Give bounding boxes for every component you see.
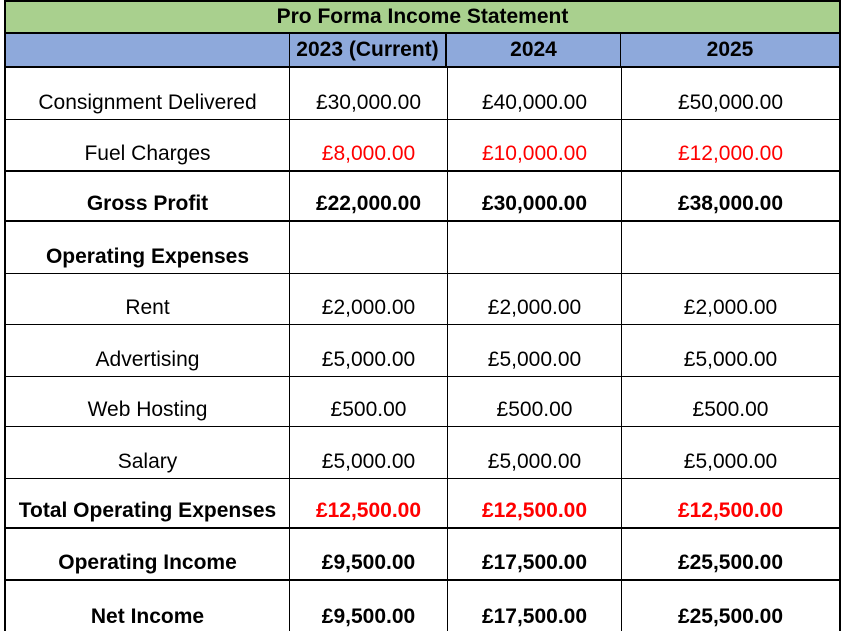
row-label[interactable]: Advertising	[95, 348, 200, 371]
row-gross-profit	[6, 172, 839, 222]
column-header-2024[interactable]: 2024	[447, 34, 621, 66]
cell-2024[interactable]: £5,000.00	[447, 427, 621, 478]
cell-2023[interactable]: £12,500.00	[289, 479, 447, 527]
header-row	[6, 34, 839, 68]
cell-2024[interactable]	[447, 222, 621, 273]
cell-2025[interactable]: £2,000.00	[621, 274, 839, 324]
row-consignment-delivered	[6, 68, 839, 120]
cell-2024[interactable]: £12,500.00	[447, 479, 621, 527]
row-label[interactable]: Consignment Delivered	[38, 91, 257, 114]
cell-2025[interactable]: £12,500.00	[621, 479, 839, 527]
cell-2025[interactable]: £50,000.00	[621, 68, 839, 119]
cell-2023[interactable]: £5,000.00	[289, 325, 447, 376]
cell-2023[interactable]: £30,000.00	[289, 68, 447, 119]
row-fuel-charges	[6, 120, 839, 172]
cell-2025[interactable]: £500.00	[621, 377, 839, 426]
cell-2024[interactable]: £30,000.00	[447, 172, 621, 220]
row-total-operating-expenses	[6, 479, 839, 529]
table-title: Pro Forma Income Statement	[6, 0, 839, 34]
cell-2023[interactable]: £5,000.00	[289, 427, 447, 478]
row-label[interactable]: Web Hosting	[87, 398, 208, 421]
row-web-hosting	[6, 377, 839, 427]
column-header-2025[interactable]: 2025	[706, 38, 754, 61]
cell-2023[interactable]: £2,000.00	[289, 274, 447, 324]
cell-2023[interactable]: £22,000.00	[289, 172, 447, 220]
row-operating-income	[6, 529, 839, 581]
cell-2025[interactable]: £25,500.00	[621, 529, 839, 579]
cell-2023[interactable]: £500.00	[289, 377, 447, 426]
row-label[interactable]: Salary	[117, 450, 178, 473]
row-operating-expenses-header	[6, 222, 839, 274]
row-label[interactable]: Rent	[125, 296, 170, 319]
row-label[interactable]: Net Income	[90, 605, 205, 628]
cell-2025[interactable]: £5,000.00	[621, 427, 839, 478]
cell-2023[interactable]: £8,000.00	[289, 120, 447, 170]
cell-2024[interactable]: £500.00	[447, 377, 621, 426]
cell-2025[interactable]: £38,000.00	[621, 172, 839, 220]
row-label[interactable]: Total Operating Expenses	[18, 499, 277, 522]
cell-2024[interactable]: £5,000.00	[447, 325, 621, 376]
cell-2024[interactable]: £40,000.00	[447, 68, 621, 119]
row-net-income	[6, 581, 839, 631]
cell-2025[interactable]: £12,000.00	[621, 120, 839, 170]
row-label[interactable]: Operating Income	[58, 551, 237, 574]
cell-2024[interactable]: £2,000.00	[447, 274, 621, 324]
row-rent	[6, 274, 839, 325]
cell-2023[interactable]: £9,500.00	[289, 529, 447, 579]
row-label[interactable]: Fuel Charges	[84, 142, 211, 165]
cell-2025[interactable]: £5,000.00	[621, 325, 839, 376]
cell-2025[interactable]	[621, 222, 839, 273]
row-label[interactable]: Operating Expenses	[45, 245, 250, 268]
column-header-2023[interactable]: 2023 (Current)	[289, 34, 447, 66]
cell-2025[interactable]: £25,500.00	[621, 581, 839, 631]
cell-2024[interactable]: £17,500.00	[447, 581, 621, 631]
row-label[interactable]: Gross Profit	[86, 192, 209, 215]
income-statement-table	[4, 0, 841, 631]
cell-2023[interactable]: £9,500.00	[289, 581, 447, 631]
row-advertising	[6, 325, 839, 377]
cell-2024[interactable]: £17,500.00	[447, 529, 621, 579]
cell-2023[interactable]	[289, 222, 447, 273]
cell-2024[interactable]: £10,000.00	[447, 120, 621, 170]
row-salary	[6, 427, 839, 479]
